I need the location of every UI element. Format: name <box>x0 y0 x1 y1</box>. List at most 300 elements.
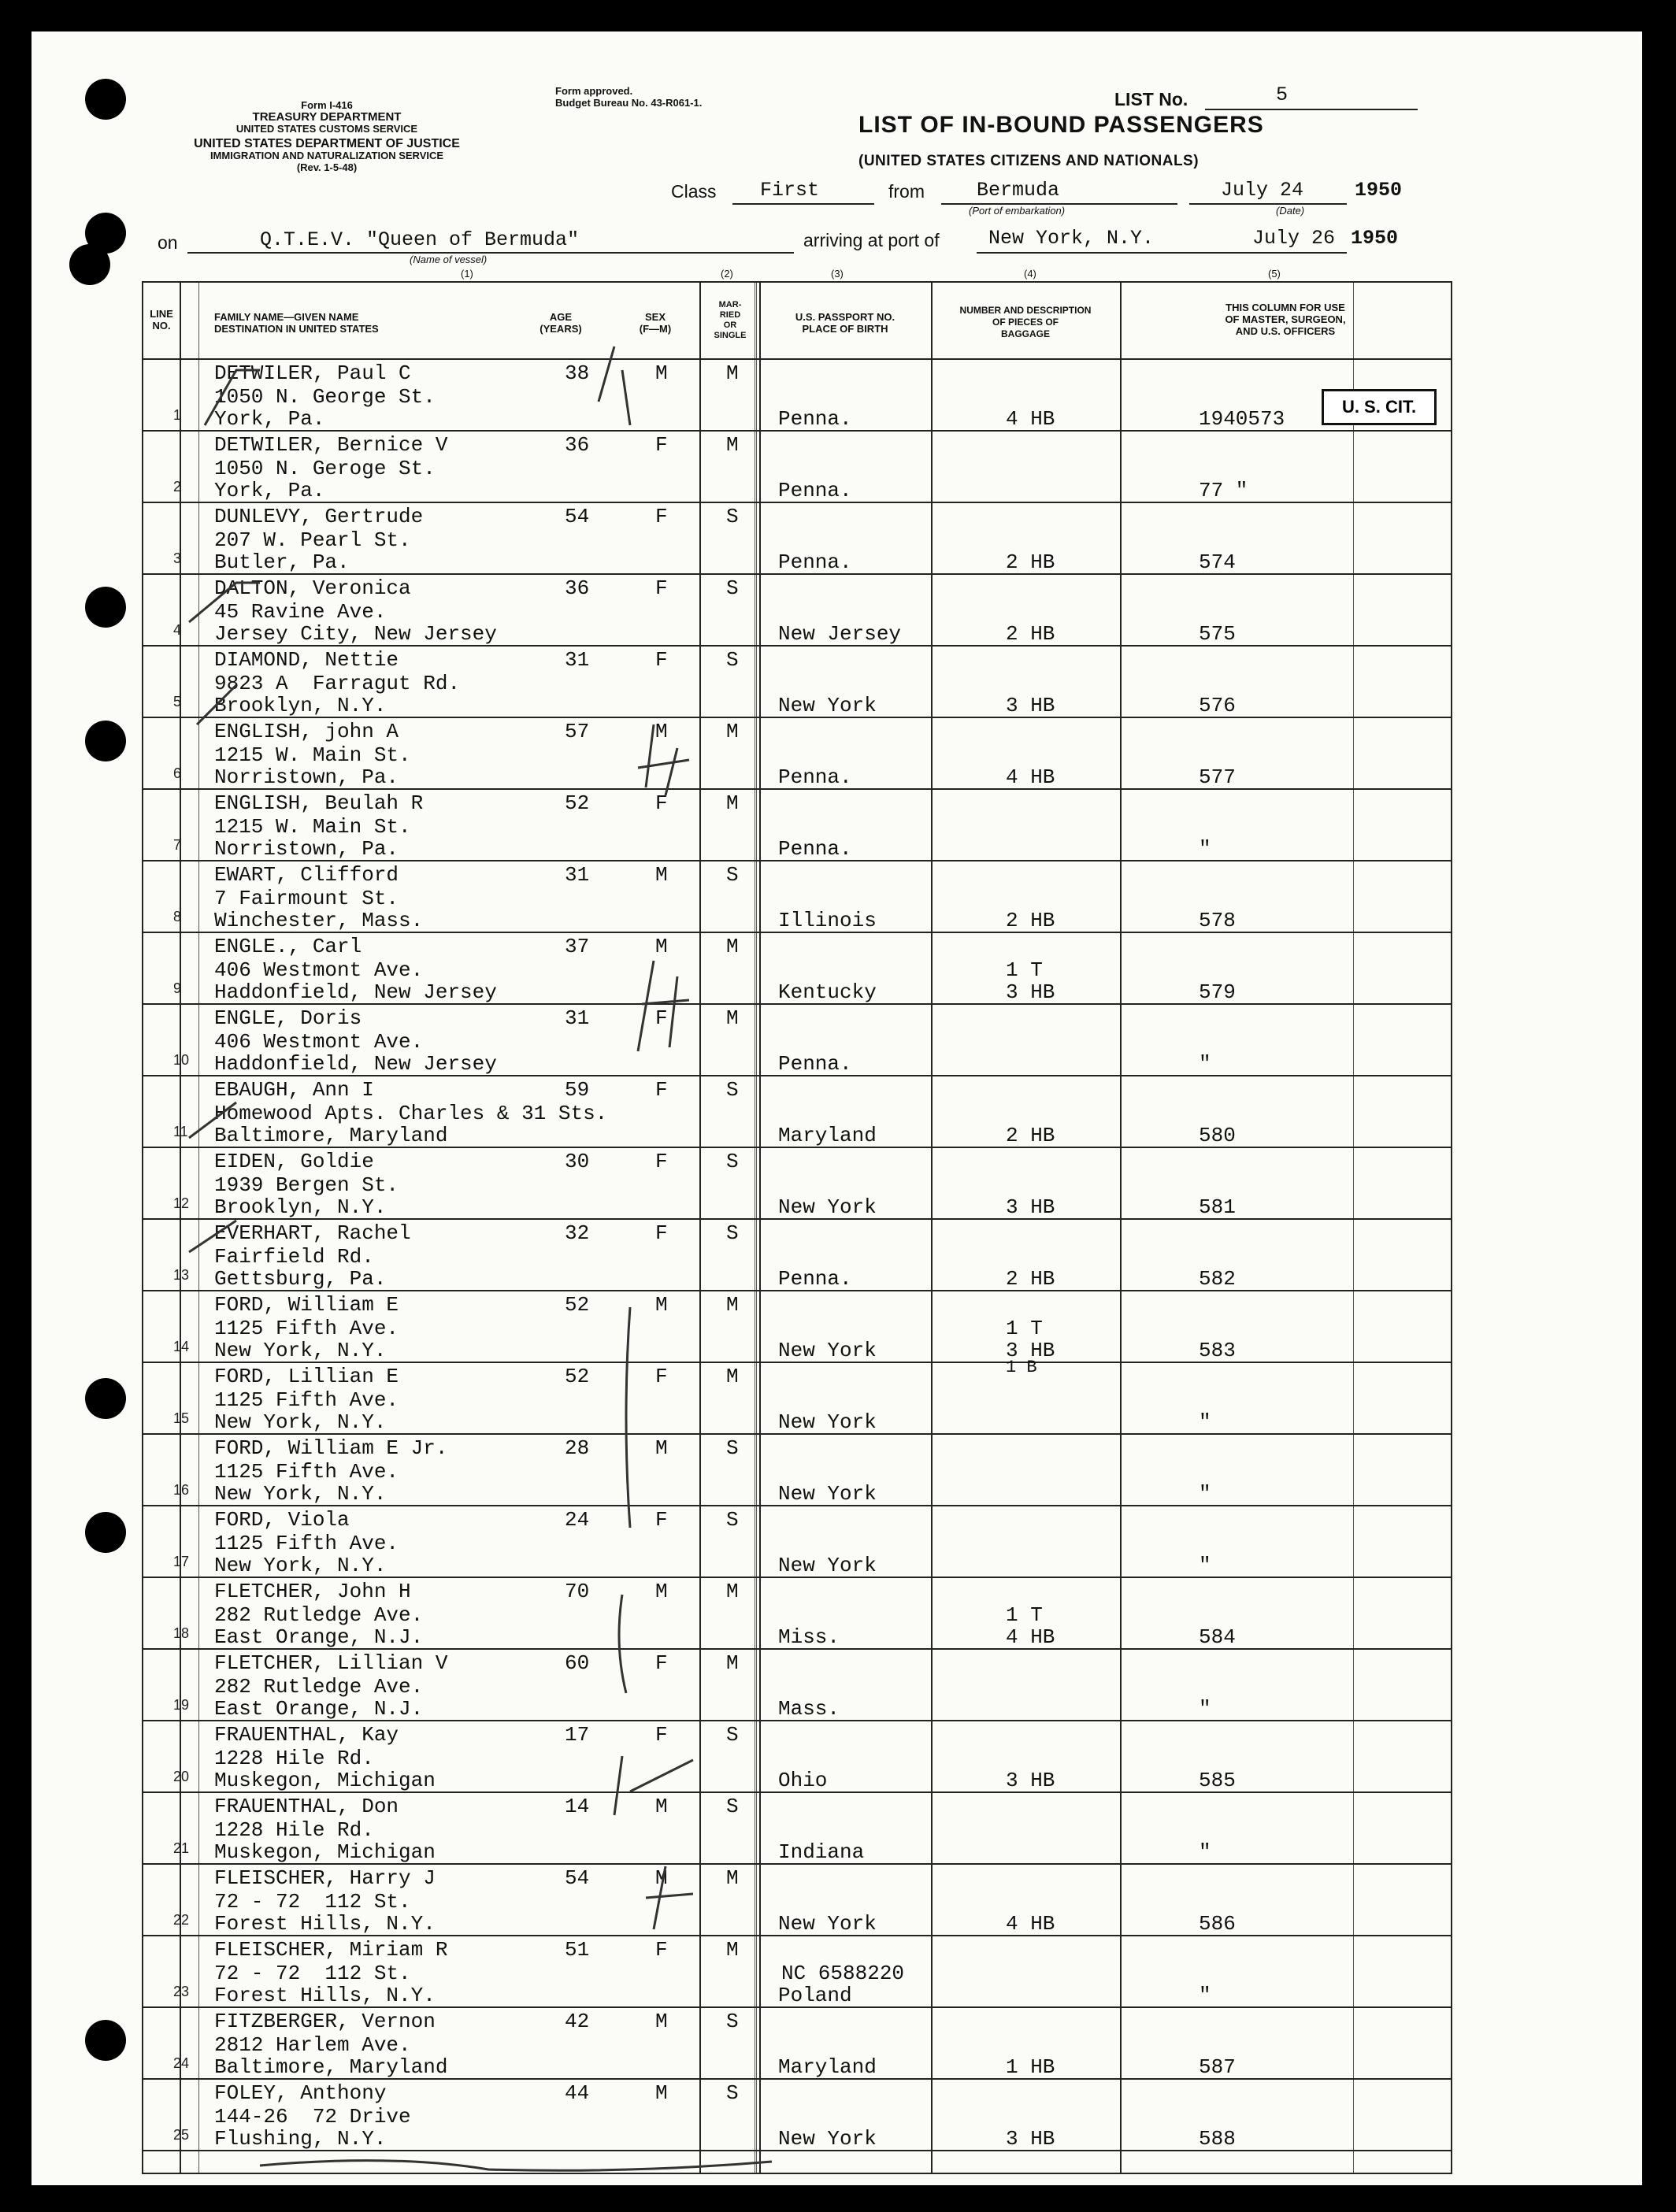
check-mark <box>189 1102 236 1138</box>
address-street: 45 Ravine Ave. <box>214 600 387 624</box>
passenger-name: FITZBERGER, Vernon <box>214 2010 436 2033</box>
passenger-age: 57 <box>565 720 590 743</box>
passenger-sex: F <box>655 648 668 672</box>
passenger-age: 37 <box>565 935 590 958</box>
address-city: Muskegon, Michigan <box>214 1769 436 1792</box>
baggage-line-2: 4 HB <box>1006 765 1055 789</box>
bracket-mark <box>626 1307 630 1528</box>
row-line-number: 8 <box>173 909 182 924</box>
baggage-line-2: 3 HB <box>1006 1339 1055 1362</box>
list-number-label: LIST No. <box>1114 89 1188 109</box>
passenger-age: 54 <box>565 505 590 528</box>
check-mark <box>205 370 260 425</box>
passenger-sex: M <box>655 935 668 958</box>
address-city: Norristown, Pa. <box>214 765 399 789</box>
from-label: from <box>888 181 925 202</box>
passenger-name: ENGLE., Carl <box>214 935 362 958</box>
passenger-name: FLEISCHER, Harry J <box>214 1866 436 1890</box>
row-line-number: 2 <box>173 479 182 495</box>
us-citizen-stamp: U. S. CIT. <box>1322 389 1437 425</box>
passenger-sex: F <box>655 1006 668 1030</box>
address-street: 72 - 72 112 St. <box>214 1890 411 1914</box>
address-city: New York, N.Y. <box>214 1482 387 1506</box>
passenger-name: DALTON, Veronica <box>214 576 411 600</box>
officer-entry: 582 <box>1199 1267 1236 1291</box>
marital-status: S <box>726 2081 739 2105</box>
officer-entry: 585 <box>1199 1769 1236 1792</box>
row-line-number: 5 <box>173 694 182 710</box>
passenger-age: 70 <box>565 1580 590 1603</box>
address-city: Muskegon, Michigan <box>214 1840 436 1864</box>
officer-entry: 586 <box>1199 1912 1236 1936</box>
baggage-line-2: 3 HB <box>1006 2127 1055 2151</box>
passenger-sex: M <box>655 1795 668 1818</box>
arrival-port: New York, N.Y. <box>988 227 1155 250</box>
passenger-name: EWART, Clifford <box>214 863 399 887</box>
passenger-sex: M <box>655 2010 668 2033</box>
from-port: Bermuda <box>977 179 1060 202</box>
address-city: Forest Hills, N.Y. <box>214 1984 436 2007</box>
check-mark <box>189 1221 236 1252</box>
marital-status: M <box>726 791 739 815</box>
passenger-age: 31 <box>565 648 590 672</box>
passenger-sex: F <box>655 433 668 457</box>
address-city: Baltimore, Maryland <box>214 1124 448 1147</box>
check-mark <box>197 685 236 724</box>
col-married: MAR- RIED OR SINGLE <box>714 300 747 340</box>
baggage-line-2: 3 HB <box>1006 1195 1055 1219</box>
place-of-birth: Mass. <box>778 1697 840 1721</box>
arrival-year: 1950 <box>1351 227 1399 250</box>
row-line-number: 7 <box>173 837 182 853</box>
address-street: Fairfield Rd. <box>214 1245 374 1269</box>
form-number: Form I-416 <box>301 99 353 111</box>
row-line-number: 19 <box>173 1697 190 1713</box>
place-of-birth: New York <box>778 1482 877 1506</box>
passenger-age: 52 <box>565 791 590 815</box>
passenger-name: FORD, William E Jr. <box>214 1436 448 1460</box>
passenger-age: 60 <box>565 1651 590 1675</box>
place-of-birth: Illinois <box>778 909 877 932</box>
marital-status: S <box>726 1078 739 1102</box>
place-of-birth: Maryland <box>778 1124 877 1147</box>
passenger-name: ENGLISH, john A <box>214 720 399 743</box>
arriving-label: arriving at port of <box>803 230 940 250</box>
address-street: 1228 Hile Rd. <box>214 1747 374 1770</box>
passenger-sex: M <box>655 1293 668 1317</box>
address-city: York, Pa. <box>214 479 325 502</box>
col-line-no: LINE NO. <box>150 308 173 332</box>
address-street: 9823 A Farragut Rd. <box>214 672 461 695</box>
passenger-name: FOLEY, Anthony <box>214 2081 387 2105</box>
baggage-line-2: 2 HB <box>1006 622 1055 646</box>
officer-entry: 579 <box>1199 980 1236 1004</box>
baggage-line-2: 2 HB <box>1006 909 1055 932</box>
passenger-age: 54 <box>565 1866 590 1890</box>
row-line-number: 10 <box>173 1052 190 1068</box>
marital-status: M <box>726 1006 739 1030</box>
address-city: Haddonfield, New Jersey <box>214 1052 497 1076</box>
marital-status: S <box>726 1150 739 1173</box>
passenger-age: 32 <box>565 1221 590 1245</box>
check-mark <box>189 583 260 622</box>
officer-entry: 587 <box>1199 2055 1236 2079</box>
place-of-birth: New Jersey <box>778 622 902 646</box>
row-line-number: 25 <box>173 2127 190 2143</box>
place-of-birth: Penna. <box>778 765 852 789</box>
baggage-line-2: 3 HB <box>1006 694 1055 717</box>
marital-status: M <box>726 1938 739 1962</box>
address-street: 1215 W. Main St. <box>214 743 411 767</box>
passenger-name: FLEISCHER, Miriam R <box>214 1938 448 1962</box>
marital-status: S <box>726 648 739 672</box>
baggage-line-2: 1 HB <box>1006 2055 1055 2079</box>
marital-status: M <box>726 1293 739 1317</box>
passenger-age: 30 <box>565 1150 590 1173</box>
place-of-birth: Penna. <box>778 550 852 574</box>
document-subtitle: (UNITED STATES CITIZENS AND NATIONALS) <box>858 153 1200 169</box>
address-street: 1125 Fifth Ave. <box>214 1532 399 1555</box>
address-street: 1215 W. Main St. <box>214 815 411 839</box>
address-street: 282 Rutledge Ave. <box>214 1675 424 1699</box>
bracket-mark <box>619 1595 626 1693</box>
place-of-birth: New York <box>778 1912 877 1936</box>
col-baggage: NUMBER AND DESCRIPTION OF PIECES OF BAGGAGE <box>959 305 1092 339</box>
address-city: East Orange, N.J. <box>214 1625 424 1649</box>
tally-mark <box>638 724 689 795</box>
place-of-birth: New York <box>778 694 877 717</box>
officer-entry: 577 <box>1199 765 1236 789</box>
passenger-sex: M <box>655 863 668 887</box>
passenger-sex: F <box>655 576 668 600</box>
marital-status: S <box>726 1508 739 1532</box>
tally-mark <box>614 1756 693 1815</box>
passenger-age: 31 <box>565 1006 590 1030</box>
passenger-name: DUNLEVY, Gertrude <box>214 505 424 528</box>
address-city: Haddonfield, New Jersey <box>214 980 497 1004</box>
officer-entry: " <box>1199 1482 1211 1506</box>
place-of-birth: New York <box>778 2127 877 2151</box>
passenger-name: FRAUENTHAL, Don <box>214 1795 399 1818</box>
passenger-age: 52 <box>565 1365 590 1388</box>
address-street: 1939 Bergen St. <box>214 1173 399 1197</box>
passenger-sex: F <box>655 1150 668 1173</box>
col-num-3: (3) <box>831 268 844 280</box>
passenger-sex: F <box>655 1078 668 1102</box>
passenger-name: DIAMOND, Nettie <box>214 648 399 672</box>
place-of-birth: New York <box>778 1410 877 1434</box>
on-label: on <box>158 232 178 253</box>
row-line-number: 22 <box>173 1912 190 1928</box>
address-city: Winchester, Mass. <box>214 909 424 932</box>
place-of-birth: New York <box>778 1339 877 1362</box>
col-num-4: (4) <box>1024 268 1036 280</box>
marital-status: S <box>726 1795 739 1818</box>
address-city: New York, N.Y. <box>214 1554 387 1577</box>
col-passport: U.S. PASSPORT NO. PLACE OF BIRTH <box>795 311 895 335</box>
officer-entry: 588 <box>1199 2127 1236 2151</box>
strike-line <box>260 2161 772 2171</box>
passenger-name: EIDEN, Goldie <box>214 1150 374 1173</box>
customs-service: UNITED STATES CUSTOMS SERVICE <box>235 123 418 135</box>
passenger-age: 24 <box>565 1508 590 1532</box>
marital-status: M <box>726 1651 739 1675</box>
tally-mark <box>599 346 630 425</box>
passenger-age: 28 <box>565 1436 590 1460</box>
row-line-number: 17 <box>173 1554 190 1569</box>
officer-entry: " <box>1199 1984 1211 2007</box>
marital-status: M <box>726 433 739 457</box>
passenger-sex: F <box>655 1723 668 1747</box>
passenger-age: 31 <box>565 863 590 887</box>
address-city: Flushing, N.Y. <box>214 2127 387 2151</box>
baggage-line-3: 1 B <box>1006 1358 1037 1377</box>
address-city: New York, N.Y. <box>214 1410 387 1434</box>
col-num-5: (5) <box>1268 268 1281 280</box>
address-city: York, Pa. <box>214 407 325 431</box>
place-of-birth: Kentucky <box>778 980 877 1004</box>
officer-entry: " <box>1199 1697 1211 1721</box>
place-of-birth: Penna. <box>778 479 852 502</box>
place-of-birth: Penna. <box>778 1052 852 1076</box>
row-line-number: 15 <box>173 1410 190 1426</box>
address-city: Forest Hills, N.Y. <box>214 1912 436 1936</box>
passenger-name: FLETCHER, John H <box>214 1580 411 1603</box>
departure-year: 1950 <box>1355 179 1403 202</box>
officer-entry: 578 <box>1199 909 1236 932</box>
passenger-sex: M <box>655 1580 668 1603</box>
place-of-birth: Maryland <box>778 2055 877 2079</box>
marital-status: M <box>726 1866 739 1890</box>
address-city: Gettsburg, Pa. <box>214 1267 387 1291</box>
passenger-name: ENGLISH, Beulah R <box>214 791 424 815</box>
col-age: AGE (YEARS) <box>540 311 582 335</box>
baggage-line-2: 2 HB <box>1006 1124 1055 1147</box>
address-street: 7 Fairmount St. <box>214 887 399 910</box>
address-city: Baltimore, Maryland <box>214 2055 448 2079</box>
from-caption: (Port of embarkation) <box>969 205 1066 217</box>
revision: (Rev. 1-5-48) <box>296 161 358 173</box>
marital-status: M <box>726 1580 739 1603</box>
address-street: 2812 Harlem Ave. <box>214 2033 411 2057</box>
baggage-line-2: 4 HB <box>1006 1625 1055 1649</box>
vessel-name: Q.T.E.V. "Queen of Bermuda" <box>260 228 580 251</box>
marital-status: M <box>726 361 739 385</box>
officer-entry: 581 <box>1199 1195 1236 1219</box>
address-street: 1050 N. Geroge St. <box>214 457 436 480</box>
baggage-line-2: 4 HB <box>1006 407 1055 431</box>
passenger-age: 36 <box>565 576 590 600</box>
passenger-name: EVERHART, Rachel <box>214 1221 411 1245</box>
col-officers: THIS COLUMN FOR USE OF MASTER, SURGEON, AND U.S. OFFICERS <box>1225 302 1346 337</box>
place-of-birth: Poland <box>778 1984 852 2007</box>
baggage-line-1: 1 T <box>1006 1317 1043 1340</box>
row-line-number: 11 <box>173 1124 188 1139</box>
officer-entry: 1940573 <box>1199 407 1285 431</box>
ins-service: IMMIGRATION AND NATURALIZATION SERVICE <box>210 150 444 161</box>
address-street: 406 Westmont Ave. <box>214 958 424 982</box>
passenger-sex: F <box>655 1651 668 1675</box>
passenger-name: FRAUENTHAL, Kay <box>214 1723 399 1747</box>
row-line-number: 13 <box>173 1267 190 1283</box>
passenger-sex: M <box>655 1436 668 1460</box>
passenger-age: 44 <box>565 2081 590 2105</box>
officer-entry: 583 <box>1199 1339 1236 1362</box>
row-line-number: 23 <box>173 1984 190 1999</box>
treasury-dept: TREASURY DEPARTMENT <box>252 110 402 124</box>
row-line-number: 20 <box>173 1769 190 1784</box>
address-city: Brooklyn, N.Y. <box>214 1195 387 1219</box>
address-city: New York, N.Y. <box>214 1339 387 1362</box>
passenger-name: FLETCHER, Lillian V <box>214 1651 448 1675</box>
tally-mark <box>646 1866 693 1929</box>
address-street: 1125 Fifth Ave. <box>214 1388 399 1412</box>
baggage-line-2: 3 HB <box>1006 980 1055 1004</box>
passenger-age: 52 <box>565 1293 590 1317</box>
passenger-sex: F <box>655 1365 668 1388</box>
address-street: Homewood Apts. Charles & 31 Sts. <box>214 1102 608 1125</box>
form-approved: Form approved. <box>555 85 633 97</box>
marital-status: S <box>726 2010 739 2033</box>
passenger-sex: M <box>655 1866 668 1890</box>
tally-mark <box>638 961 689 1051</box>
date-caption: (Date) <box>1276 205 1305 217</box>
place-of-birth: Indiana <box>778 1840 865 1864</box>
marital-status: S <box>726 1723 739 1747</box>
passenger-name: EBAUGH, Ann I <box>214 1078 374 1102</box>
address-street: 282 Rutledge Ave. <box>214 1603 424 1627</box>
marital-status: S <box>726 576 739 600</box>
passenger-age: 42 <box>565 2010 590 2033</box>
passenger-sex: F <box>655 1508 668 1532</box>
passenger-age: 59 <box>565 1078 590 1102</box>
address-street: 1125 Fifth Ave. <box>214 1317 399 1340</box>
address-street: 1050 N. George St. <box>214 385 436 409</box>
officer-entry: 584 <box>1199 1625 1236 1649</box>
row-line-number: 6 <box>173 765 182 781</box>
officer-entry: " <box>1199 1052 1211 1076</box>
passenger-age: 38 <box>565 361 590 385</box>
baggage-line-1: 1 T <box>1006 958 1043 982</box>
passenger-name: FORD, Viola <box>214 1508 350 1532</box>
budget-bureau: Budget Bureau No. 43-R061-1. <box>555 97 703 109</box>
passenger-name: FORD, Lillian E <box>214 1365 399 1388</box>
row-line-number: 12 <box>173 1195 190 1211</box>
place-of-birth: Miss. <box>778 1625 840 1649</box>
address-city: East Orange, N.J. <box>214 1697 424 1721</box>
passenger-sex: F <box>655 1221 668 1245</box>
officer-entry: 576 <box>1199 694 1236 717</box>
row-line-number: 18 <box>173 1625 190 1641</box>
marital-status: M <box>726 935 739 958</box>
class-label: Class <box>671 181 717 202</box>
address-city: Norristown, Pa. <box>214 837 399 861</box>
col-name: FAMILY NAME—GIVEN NAME DESTINATION IN UNITED STATES <box>214 311 379 335</box>
passenger-name: FORD, William E <box>214 1293 399 1317</box>
row-line-number: 21 <box>173 1840 190 1856</box>
passenger-sex: F <box>655 791 668 815</box>
place-of-birth: Penna. <box>778 1267 852 1291</box>
address-street: 72 - 72 112 St. <box>214 1962 411 1985</box>
address-city: Butler, Pa. <box>214 550 350 574</box>
officer-entry: " <box>1199 1840 1211 1864</box>
marital-status: M <box>726 720 739 743</box>
passenger-sex: M <box>655 2081 668 2105</box>
address-street: 1228 Hile Rd. <box>214 1818 374 1842</box>
place-of-birth: Ohio <box>778 1769 828 1792</box>
address-street: 207 W. Pearl St. <box>214 528 411 552</box>
officer-entry: 574 <box>1199 550 1236 574</box>
marital-status: M <box>726 1365 739 1388</box>
row-line-number: 24 <box>173 2055 190 2071</box>
col-num-2: (2) <box>721 268 733 280</box>
place-of-birth: New York <box>778 1195 877 1219</box>
officer-entry: 580 <box>1199 1124 1236 1147</box>
passenger-age: 14 <box>565 1795 590 1818</box>
officer-entry: 77 " <box>1199 479 1248 502</box>
departure-date: July 24 <box>1221 179 1304 202</box>
baggage-line-2: 2 HB <box>1006 550 1055 574</box>
row-line-number: 3 <box>173 550 182 566</box>
place-of-birth: New York <box>778 1554 877 1577</box>
officer-entry: 575 <box>1199 622 1236 646</box>
passenger-name: DETWILER, Paul C <box>214 361 411 385</box>
address-city: Jersey City, New Jersey <box>214 622 497 646</box>
place-of-birth: Penna. <box>778 837 852 861</box>
place-of-birth: Penna. <box>778 407 852 431</box>
marital-status: S <box>726 863 739 887</box>
baggage-line-1: 1 T <box>1006 1603 1043 1627</box>
marital-status: S <box>726 1221 739 1245</box>
baggage-line-2: 3 HB <box>1006 1769 1055 1792</box>
officer-entry: " <box>1199 1410 1211 1434</box>
col-sex: SEX (F—M) <box>639 311 672 335</box>
passport-number: NC 6588220 <box>781 1962 905 1985</box>
passenger-name: ENGLE, Doris <box>214 1006 362 1030</box>
address-street: 144-26 72 Drive <box>214 2105 411 2129</box>
row-line-number: 1 <box>173 407 182 423</box>
row-line-number: 4 <box>173 622 182 638</box>
arrival-date: July 26 <box>1252 227 1336 250</box>
class-value: First <box>760 179 820 202</box>
address-street: 406 Westmont Ave. <box>214 1030 424 1054</box>
justice-dept: UNITED STATES DEPARTMENT OF JUSTICE <box>194 137 460 150</box>
baggage-line-2: 4 HB <box>1006 1912 1055 1936</box>
vessel-caption: (Name of vessel) <box>410 254 488 265</box>
baggage-line-2: 2 HB <box>1006 1267 1055 1291</box>
row-line-number: 14 <box>173 1339 190 1354</box>
address-city: Brooklyn, N.Y. <box>214 694 387 717</box>
passenger-sex: M <box>655 720 668 743</box>
passenger-sex: F <box>655 505 668 528</box>
passenger-name: DETWILER, Bernice V <box>214 433 448 457</box>
marital-status: S <box>726 1436 739 1460</box>
officer-entry: " <box>1199 837 1211 861</box>
officer-entry: " <box>1199 1554 1211 1577</box>
marital-status: S <box>726 505 739 528</box>
row-line-number: 16 <box>173 1482 190 1498</box>
passenger-sex: F <box>655 1938 668 1962</box>
document-title: LIST OF IN-BOUND PASSENGERS <box>858 112 1264 138</box>
passenger-age: 51 <box>565 1938 590 1962</box>
col-num-1: (1) <box>461 268 473 280</box>
passenger-age: 36 <box>565 433 590 457</box>
address-street: 1125 Fifth Ave. <box>214 1460 399 1484</box>
list-number: 5 <box>1276 83 1289 106</box>
passenger-sex: M <box>655 361 668 385</box>
row-line-number: 9 <box>173 980 182 996</box>
passenger-age: 17 <box>565 1723 590 1747</box>
